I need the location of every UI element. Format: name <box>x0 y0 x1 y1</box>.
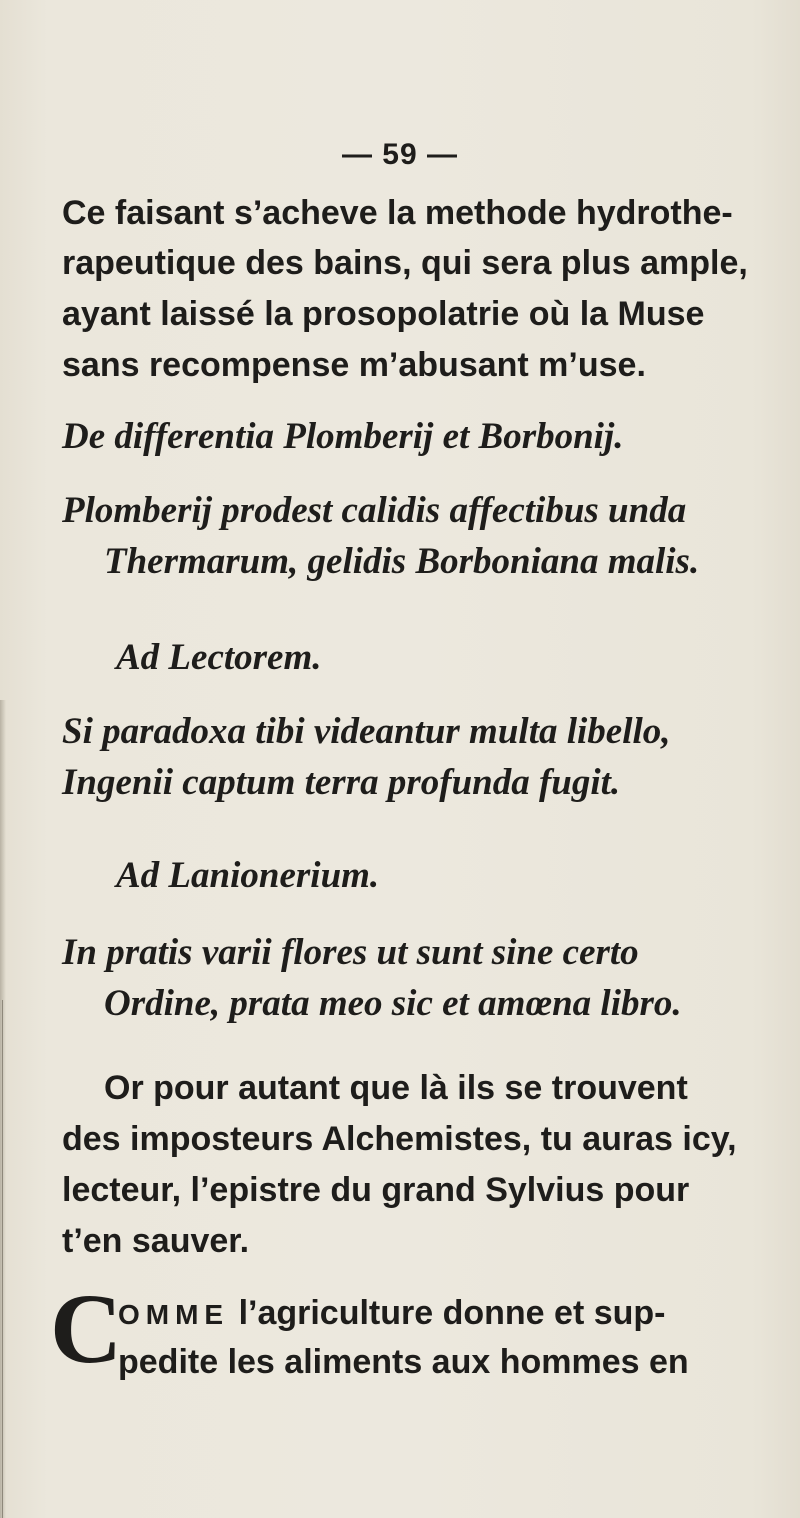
section-heading: Ad Lanionerium. <box>116 855 380 896</box>
page-number: — 59 — <box>341 138 459 171</box>
verse-line: Plomberij prodest calidis affectibus unda <box>62 490 687 531</box>
paragraph-line: ayant laissé la prosopolatrie où la Muse <box>62 295 705 333</box>
verse-line: Si paradoxa tibi videantur multa libello, <box>62 711 671 752</box>
paragraph-line: lecteur, l’epistre du grand Sylvius pour <box>62 1171 690 1209</box>
paragraph-line: Or pour autant que là ils se trouvent <box>104 1069 688 1107</box>
drop-cap <box>50 1273 123 1384</box>
first-word-rest: OMME <box>118 1299 230 1330</box>
paragraph-line <box>118 1293 666 1335</box>
line-rest: l’agriculture donne et sup- <box>238 1294 666 1332</box>
drop-cap-letter: C <box>50 1273 123 1384</box>
verse-line: In pratis varii flores ut sunt sine certo <box>62 932 639 973</box>
verse-line: Ordine, prata meo sic et amœna libro. <box>104 983 682 1024</box>
verse-line: Thermarum, gelidis Borboniana malis. <box>104 541 700 582</box>
paragraph-line: t’en sauver. <box>62 1222 250 1260</box>
page-edge-shadow <box>0 700 6 1518</box>
paragraph-line: sans recompense m’abusant m’use. <box>62 346 646 384</box>
paragraph-line: des imposteurs Alchemistes, tu auras icy, <box>62 1120 737 1158</box>
paragraph-line: pedite les aliments aux hommes en <box>118 1343 689 1381</box>
page-edge-line <box>2 1000 3 1518</box>
verse-line: Ingenii captum terra profunda fugit. <box>62 762 621 803</box>
paragraph-line: Ce faisant s’acheve la methode hydrothe- <box>62 194 733 232</box>
section-heading: De differentia Plomberij et Borbonij. <box>62 416 624 457</box>
paragraph-line: rapeutique des bains, qui sera plus ample, <box>62 244 748 282</box>
section-heading: Ad Lectorem. <box>116 637 322 678</box>
